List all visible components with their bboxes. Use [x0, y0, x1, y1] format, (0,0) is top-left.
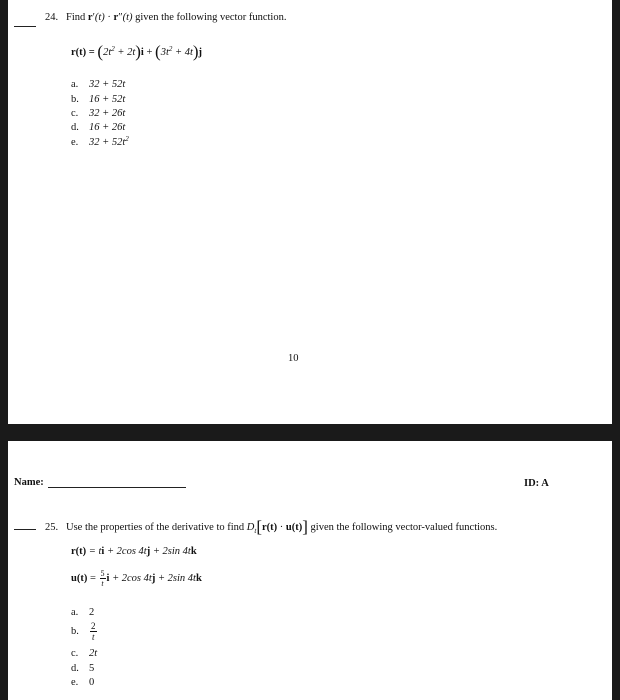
page-number: 10	[288, 353, 299, 364]
vector-function-r: r(t) = ti + 2cos 4tj + 2sin 4tk	[71, 546, 197, 557]
choice-24-a[interactable]: a. 32 + 52t	[71, 79, 126, 90]
question-number: 24.	[45, 12, 59, 23]
name-field[interactable]	[48, 487, 186, 488]
vector-function-u: u(t) = $\frac{5}{t}$ i + 2cos 4tj + 2sin 4tk	[71, 569, 202, 588]
choice-25-c[interactable]: c. 2t	[71, 648, 98, 659]
fraction-2-over-t: $\frac{2}{t}$	[91, 621, 96, 642]
choice-24-c[interactable]: c. 32 + 26t	[71, 108, 126, 119]
choice-24-b[interactable]: b. 16 + 52t	[71, 94, 126, 105]
exam-page-1	[8, 0, 612, 424]
choice-25-e[interactable]: e. 0	[71, 677, 95, 688]
fraction-5-over-t: $\frac{5}{t}$	[100, 569, 105, 588]
vector-function-r: $r(t) = (2t^2 + 2t)i + (3t^2 + 4t)j$	[71, 42, 203, 61]
name-label: Name:	[14, 477, 44, 488]
exam-page-2	[8, 441, 612, 700]
answer-blank-24[interactable]	[14, 26, 36, 27]
answer-blank-25[interactable]	[14, 529, 36, 530]
choice-25-b[interactable]: b. $\frac{2}{t}$	[71, 621, 96, 642]
question-number: 25.	[45, 522, 59, 533]
choice-24-e[interactable]: e. $32 + 52t^2$	[71, 135, 129, 148]
choice-24-d[interactable]: d. 16 + 26t	[71, 122, 126, 133]
question-24-prompt: 24. Find r′(t) · r″(t) given the following vector function.	[45, 12, 287, 23]
question-25-prompt: 25. Use the properties of the derivative to find $D_t[r(t) \cdot u(t)]$ given the following vector-valued functions.	[45, 517, 498, 536]
choice-25-a[interactable]: a. 2	[71, 607, 95, 618]
id-label: ID: A	[524, 478, 549, 489]
choice-25-d[interactable]: d. 5	[71, 663, 95, 674]
